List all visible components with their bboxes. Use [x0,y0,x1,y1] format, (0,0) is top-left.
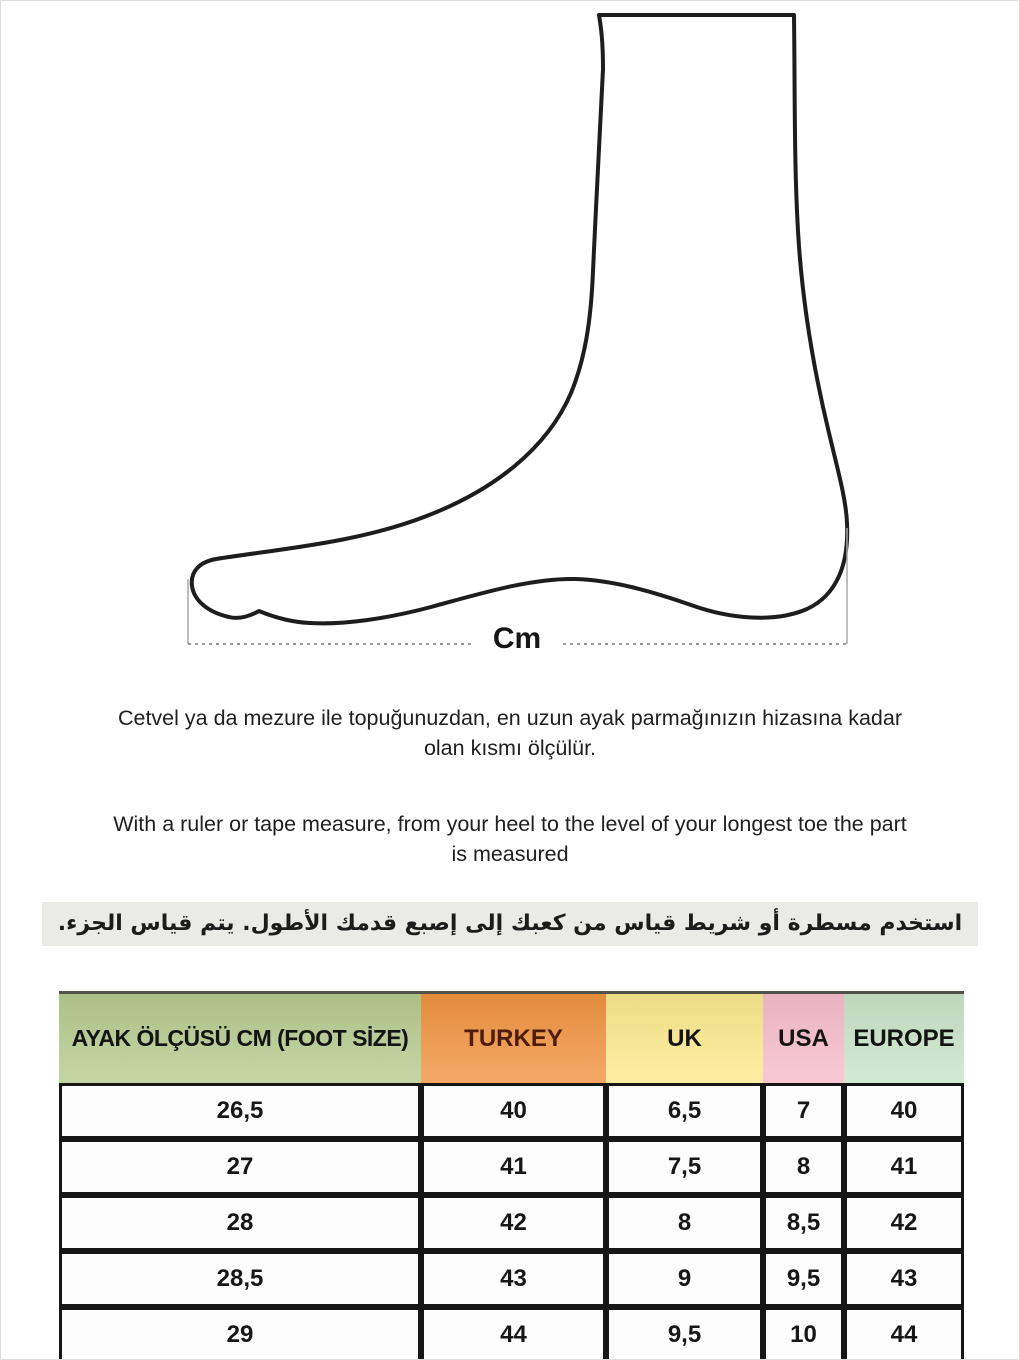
size-cell-turkey: 40 [421,1083,606,1139]
table-row [59,1139,964,1195]
size-cell-foot: 26,5 [59,1083,421,1139]
size-table-body [59,1083,964,1360]
table-row [59,1195,964,1251]
size-cell-uk: 6,5 [606,1083,763,1139]
size-cell-foot: 28,5 [59,1251,421,1307]
size-cell-turkey: 44 [421,1307,606,1360]
size-cell-turkey: 43 [421,1251,606,1307]
size-cell-uk: 9 [606,1251,763,1307]
table-header-row [59,991,964,1083]
size-cell-turkey: 41 [421,1139,606,1195]
header-cell-foot-size-cm: AYAK ÖLÇÜSÜ CM (FOOT SİZE) [59,994,421,1083]
size-cell-europe: 42 [844,1195,964,1251]
size-cell-foot: 28 [59,1195,421,1251]
table-row [59,1307,964,1360]
size-cell-usa: 7 [763,1083,844,1139]
size-cell-turkey: 42 [421,1195,606,1251]
size-cell-foot: 29 [59,1307,421,1360]
size-cell-usa: 10 [763,1307,844,1360]
header-cell-usa: USA [763,994,844,1083]
size-cell-usa: 8,5 [763,1195,844,1251]
foot-measurement-illustration [1,1,1020,681]
size-cell-usa: 9,5 [763,1251,844,1307]
size-cell-europe: 44 [844,1307,964,1360]
size-cell-europe: 43 [844,1251,964,1307]
size-cell-europe: 40 [844,1083,964,1139]
size-cell-usa: 8 [763,1139,844,1195]
header-cell-turkey: TURKEY [421,994,606,1083]
table-row [59,1083,964,1139]
instruction-arabic: استخدم مسطرة أو شريط قياس من كعبك إلى إصبع قدمك الأطول. يتم قياس الجزء. [42,902,978,946]
table-row [59,1251,964,1307]
size-cell-foot: 27 [59,1139,421,1195]
foot-outline-icon [192,15,847,623]
size-cell-uk: 8 [606,1195,763,1251]
instruction-turkish: Cetvel ya da mezure ile topuğunuzdan, en uzun ayak parmağınızın hizasına kadar olan kısmı ölçülür. [117,706,903,760]
size-conversion-table [59,991,964,1360]
instruction-english: With a ruler or tape measure, from your heel to the level of your longest toe the part is measured [113,812,907,866]
instruction-arabic-row [1,902,1019,946]
size-cell-europe: 41 [844,1139,964,1195]
cm-measure-label: Cm [485,621,549,657]
header-cell-europe: EUROPE [844,994,964,1083]
size-cell-uk: 9,5 [606,1307,763,1360]
size-cell-uk: 7,5 [606,1139,763,1195]
header-cell-uk: UK [606,994,763,1083]
